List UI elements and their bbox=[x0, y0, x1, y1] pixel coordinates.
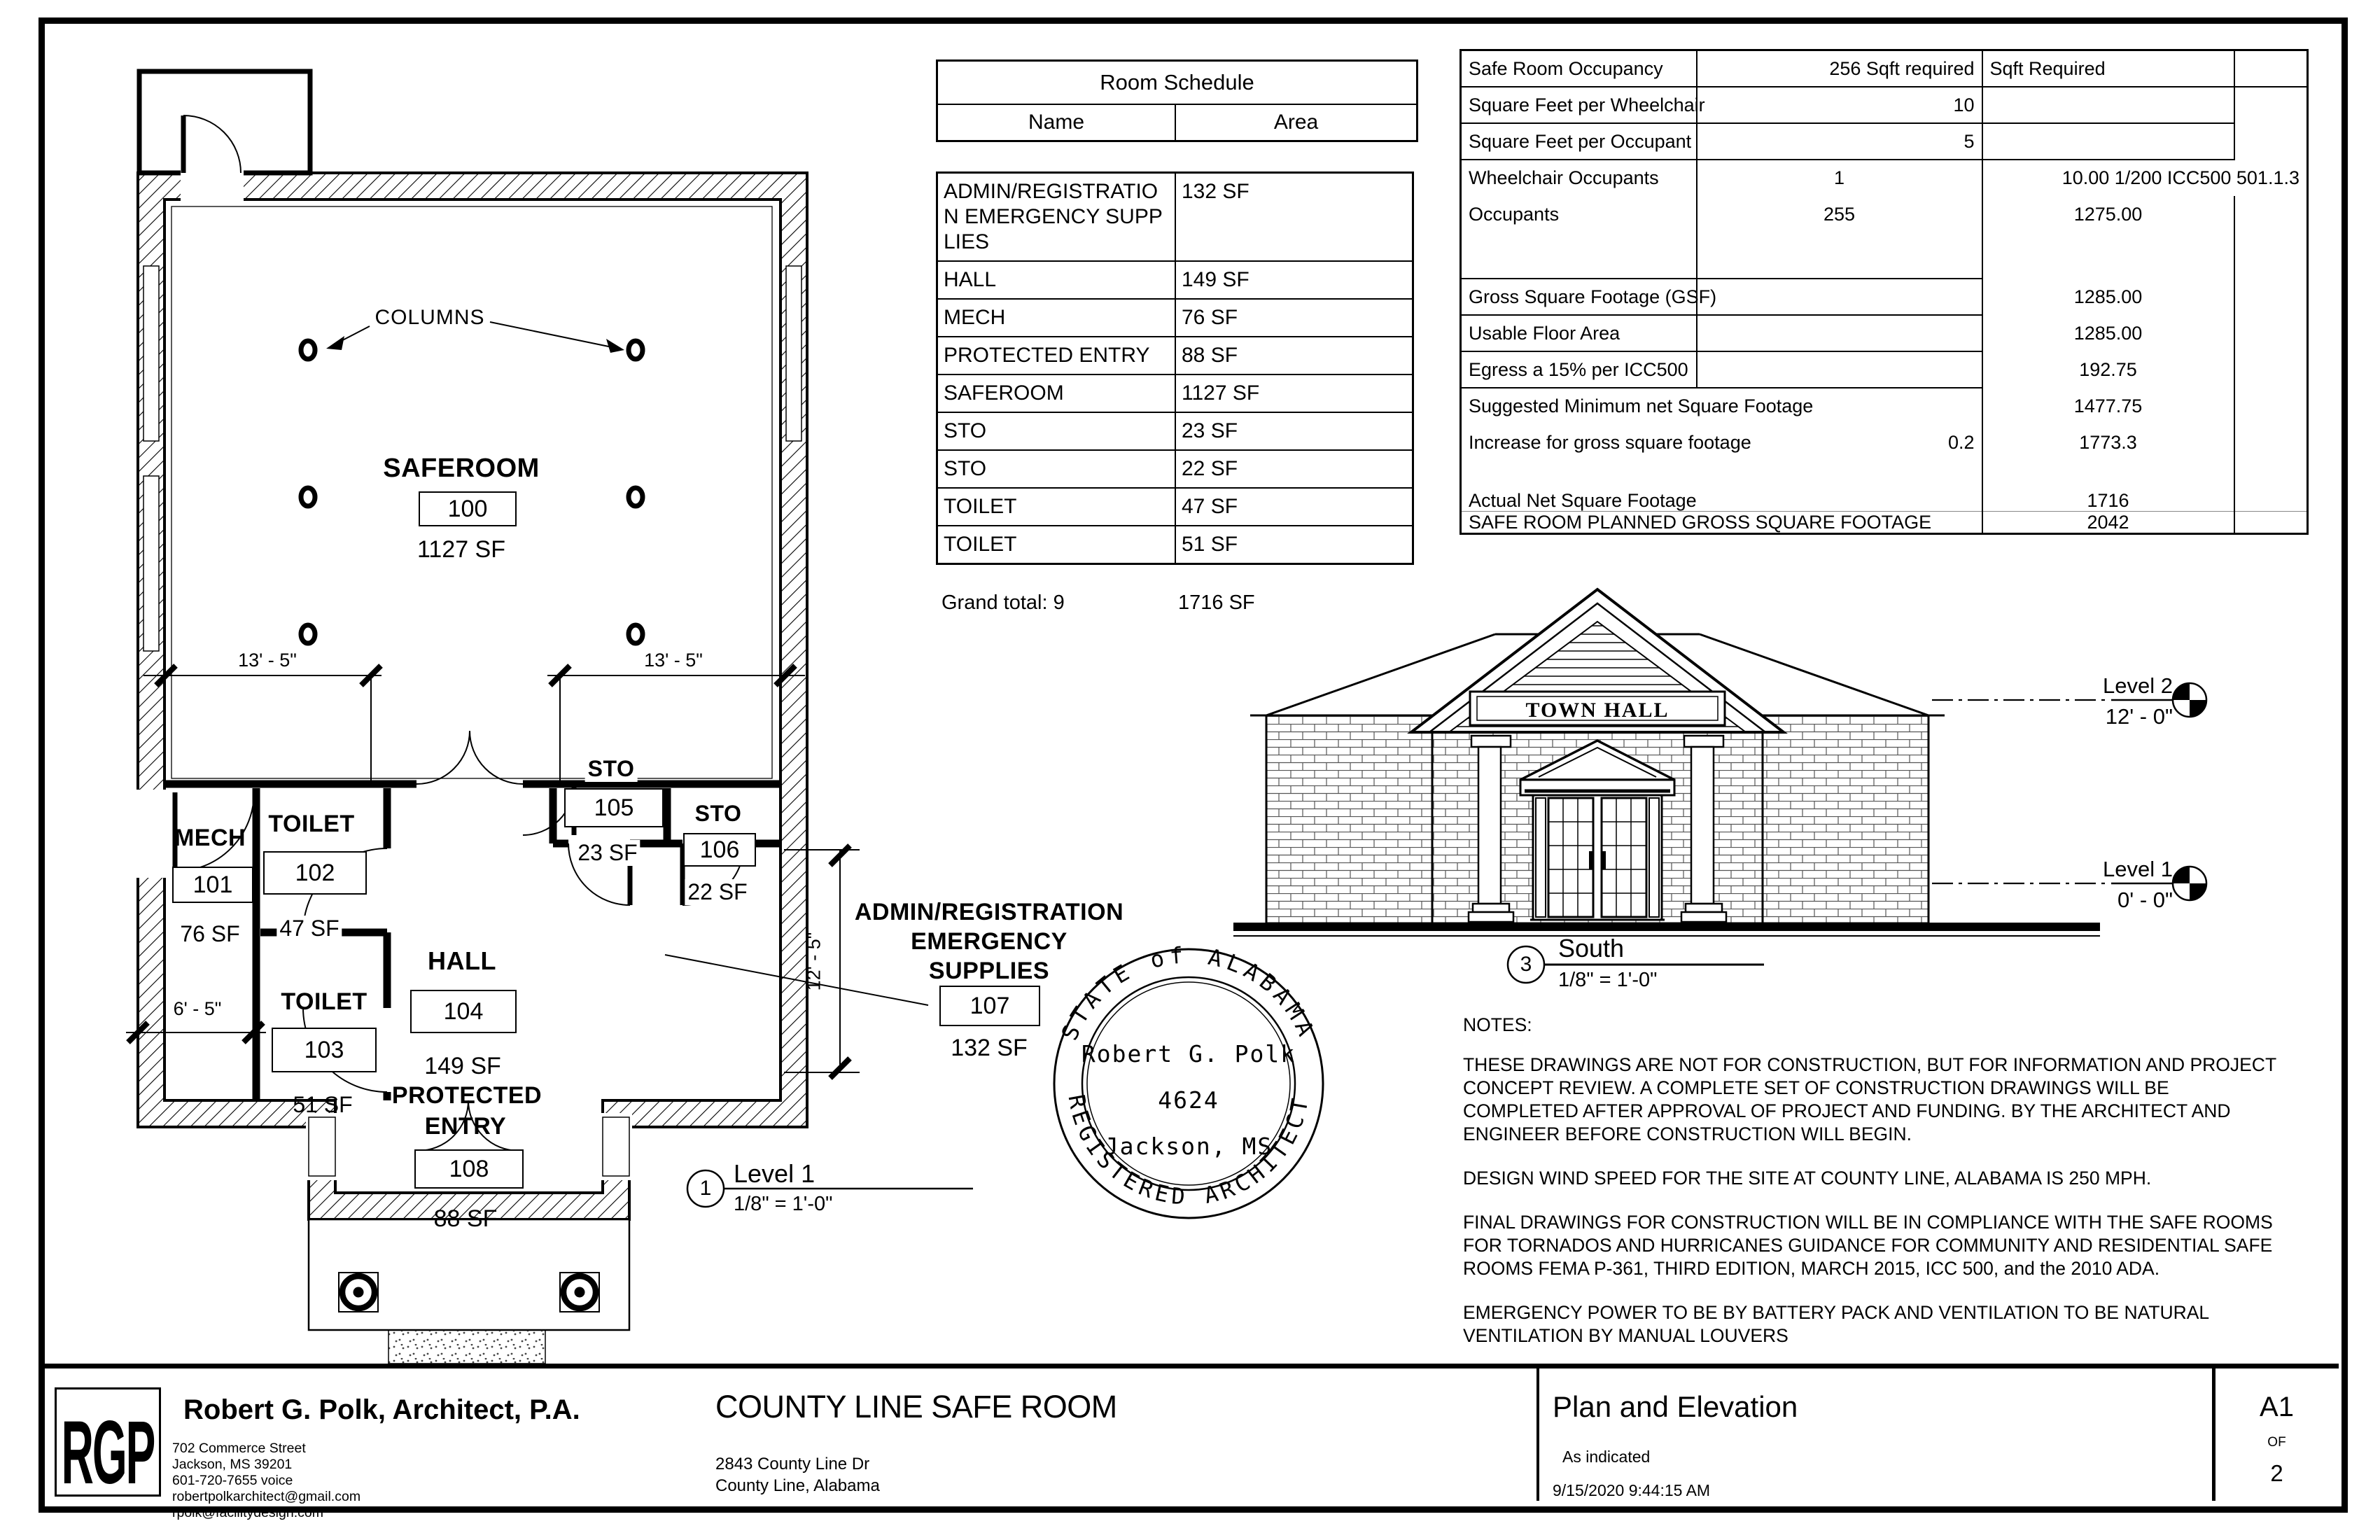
level1-elevation: 0' - 0" bbox=[2118, 888, 2173, 912]
titleblock-divider-top bbox=[42, 1364, 2339, 1368]
dim-vertical: 12' - 5" bbox=[803, 932, 825, 991]
room-area-sto105: 23 SF bbox=[575, 840, 640, 866]
room-area-saferoom: 1127 SF bbox=[416, 536, 506, 563]
room-name: TOILET bbox=[937, 526, 1176, 564]
table-row bbox=[1461, 424, 2308, 461]
level2-datum-target bbox=[2173, 683, 2206, 717]
sheet-number: A1 bbox=[2260, 1392, 2294, 1422]
table-row bbox=[937, 261, 1413, 299]
wall-louvers bbox=[144, 266, 802, 1176]
dim-right: 13' - 5" bbox=[644, 650, 703, 671]
table-row bbox=[1461, 351, 2308, 388]
table-row bbox=[937, 374, 1413, 412]
stamp-arc-top-text: STATE of ALABAMA bbox=[1056, 941, 1322, 1044]
table-row bbox=[937, 337, 1413, 374]
room-name: ADMIN/REGISTRATION EMERGENCY SUPPLIES bbox=[937, 173, 1176, 262]
table-row bbox=[1461, 123, 2308, 160]
firm-name: Robert G. Polk, Architect, P.A. bbox=[183, 1394, 580, 1425]
room-number-101: 101 bbox=[172, 867, 253, 903]
occ-value: Sqft Required bbox=[1982, 50, 2234, 87]
room-area: 132 SF bbox=[1175, 173, 1413, 262]
sheet-total: 2 bbox=[2270, 1460, 2283, 1486]
room-number-105: 105 bbox=[564, 788, 664, 827]
dim-left: 13' - 5" bbox=[238, 650, 297, 671]
titleblock-divider-2 bbox=[2212, 1366, 2216, 1501]
firm-address bbox=[172, 1441, 360, 1521]
room-name-toilet102: TOILET bbox=[268, 811, 355, 837]
stamp-license-number: 4624 bbox=[1158, 1086, 1219, 1114]
town-hall-sign-text: TOWN HALL bbox=[1525, 699, 1670, 722]
stamp-arc-bottom-text: REGISTERED ARCHITECT bbox=[1063, 1092, 1315, 1210]
table-row bbox=[937, 450, 1413, 488]
room-number-106: 106 bbox=[683, 833, 756, 867]
room-name-entry-line1: PROTECTED bbox=[391, 1082, 542, 1109]
firm-address-line: Jackson, MS 39201 bbox=[172, 1457, 293, 1472]
elev-callout-title: South bbox=[1558, 934, 1625, 962]
project-address bbox=[715, 1453, 880, 1497]
sheet-scale: As indicated bbox=[1562, 1448, 1651, 1466]
occ-value: 1 bbox=[1697, 160, 1982, 196]
room-schedule-col-area: Area bbox=[1273, 111, 1319, 134]
room-area-toilet103: 51 SF bbox=[293, 1092, 353, 1117]
table-row bbox=[1461, 490, 2308, 512]
occ-value: 5 bbox=[1697, 123, 1982, 160]
room-name-sto106: STO bbox=[694, 801, 742, 826]
table-row bbox=[937, 526, 1413, 564]
table-row-spacer bbox=[1461, 232, 2308, 279]
note-paragraph: EMERGENCY POWER TO BE BY BATTERY PACK AND VENTILATION TO BE NATURAL VENTILATION BY MANUAL LOUVERS bbox=[1463, 1302, 2209, 1346]
occ-label: Square Feet per Occupant bbox=[1461, 123, 1697, 160]
occ-value: 1773.3 bbox=[1982, 424, 2234, 461]
occ-label: Gross Square Footage (GSF) bbox=[1461, 279, 1697, 315]
table-row bbox=[1461, 196, 2308, 232]
occupancy-table bbox=[1460, 49, 2309, 535]
room-name-entry-line2: ENTRY bbox=[424, 1113, 507, 1140]
project-address-line: County Line, Alabama bbox=[715, 1476, 880, 1495]
canopy-outline bbox=[139, 71, 310, 173]
table-row bbox=[1461, 279, 2308, 315]
room-name: PROTECTED ENTRY bbox=[937, 337, 1176, 374]
room-number-104: 104 bbox=[410, 990, 517, 1033]
door-frame bbox=[1533, 795, 1662, 920]
occ-value: 1285.00 bbox=[1982, 315, 2234, 351]
room-number-102: 102 bbox=[263, 851, 367, 895]
columns-annotation: COLUMNS bbox=[374, 306, 485, 329]
firm-email: robertpolkarchitect@gmail.com bbox=[172, 1489, 361, 1504]
leader-arrowheads bbox=[326, 336, 624, 353]
occ-value: 2042 bbox=[1982, 511, 2234, 533]
stamp-city: Jackson, MS bbox=[1104, 1133, 1273, 1160]
room-name: HALL bbox=[937, 261, 1176, 299]
occ-label: Wheelchair Occupants bbox=[1469, 167, 1659, 188]
grand-total-area: 1716 SF bbox=[1178, 592, 1255, 614]
occ-label: Increase for gross square footage bbox=[1469, 431, 1751, 453]
elev-callout-number: 3 bbox=[1520, 953, 1532, 976]
table-row bbox=[1461, 87, 2308, 123]
room-area-entry: 88 SF bbox=[433, 1205, 498, 1232]
room-area-toilet102: 47 SF bbox=[276, 916, 342, 941]
room-area-hall: 149 SF bbox=[424, 1053, 501, 1079]
room-number-100: 100 bbox=[419, 491, 517, 526]
level2-label: Level 2 bbox=[2103, 673, 2173, 698]
room-number-107: 107 bbox=[939, 986, 1040, 1026]
occ-value: 1275.00 bbox=[1982, 196, 2234, 232]
room-schedule-table bbox=[936, 172, 1414, 565]
table-row bbox=[937, 488, 1413, 526]
firm-email: rpolk@facilitydesign.com bbox=[172, 1505, 323, 1520]
room-name: STO bbox=[937, 450, 1176, 488]
room-area: 51 SF bbox=[1175, 526, 1413, 564]
room-area-sto106: 22 SF bbox=[685, 879, 750, 905]
occ-value: 0.2 bbox=[1947, 431, 1975, 453]
room-name-admin-line3: SUPPLIES bbox=[928, 958, 1050, 984]
room-name-admin-line1: ADMIN/REGISTRATION bbox=[854, 899, 1124, 925]
plan-callout-scale: 1/8" = 1'-0" bbox=[734, 1193, 833, 1215]
firm-address-line: 702 Commerce Street bbox=[172, 1441, 306, 1456]
room-area: 149 SF bbox=[1175, 261, 1413, 299]
room-schedule-header bbox=[936, 59, 1418, 142]
door-entablature bbox=[1520, 780, 1674, 795]
level2-elevation: 12' - 0" bbox=[2105, 704, 2173, 729]
south-elevation bbox=[1233, 589, 2206, 983]
titleblock-divider-1 bbox=[1536, 1366, 1539, 1501]
firm-logo-monogram: RGP bbox=[61, 1402, 155, 1503]
room-area: 88 SF bbox=[1175, 337, 1413, 374]
occ-label: Egress a 15% per ICC500 bbox=[1461, 351, 1697, 388]
sheet-of-label: OF bbox=[2267, 1435, 2286, 1450]
table-row bbox=[1461, 315, 2308, 351]
occ-value: 1477.75 bbox=[1982, 388, 2234, 424]
table-row bbox=[1461, 50, 2308, 87]
occ-label: Safe Room Occupancy bbox=[1461, 50, 1697, 87]
room-name-saferoom: SAFEROOM bbox=[383, 454, 540, 483]
room-area-mech: 76 SF bbox=[180, 921, 240, 946]
table-row-spacer bbox=[1461, 461, 2308, 490]
table-row bbox=[1461, 160, 2308, 196]
room-name: SAFEROOM bbox=[937, 374, 1176, 412]
plan-callout-number: 1 bbox=[699, 1177, 712, 1200]
table-row bbox=[937, 412, 1413, 450]
table-row bbox=[937, 173, 1413, 262]
stamp-architect-name: Robert G. Polk bbox=[1081, 1040, 1296, 1068]
room-area: 1127 SF bbox=[1175, 374, 1413, 412]
occ-value: 256 Sqft required bbox=[1697, 50, 1982, 87]
notes-heading: NOTES: bbox=[1463, 1014, 1532, 1035]
room-name-sto105: STO bbox=[585, 756, 638, 782]
dim-mech-width: 6' - 5" bbox=[173, 998, 222, 1019]
level1-datum-target bbox=[2173, 867, 2206, 900]
occ-value: 10 bbox=[1697, 87, 1982, 123]
occ-value: 1285.00 bbox=[1982, 279, 2234, 315]
firm-logo bbox=[55, 1387, 161, 1503]
project-address-line: 2843 County Line Dr bbox=[715, 1455, 870, 1474]
notes-block bbox=[1463, 1014, 2289, 1368]
room-schedule-title: Room Schedule bbox=[938, 62, 1416, 105]
elev-callout-scale: 1/8" = 1'-0" bbox=[1558, 969, 1658, 991]
occ-label: SAFE ROOM PLANNED GROSS SQUARE FOOTAGE bbox=[1469, 511, 1932, 533]
architect-stamp bbox=[1054, 941, 1323, 1218]
table-row bbox=[1461, 388, 2308, 424]
note-paragraph: FINAL DRAWINGS FOR CONSTRUCTION WILL BE IN COMPLIANCE WITH THE SAFE ROOMS FOR TORNADOS AND HURRICANES GUIDANCE FOR COMMUNITY AND RESIDENTIAL SAFE ROOMS FEMA P-361, THIRD EDITION, MARCH 2015, ICC 500, and the 2010 ADA. bbox=[1463, 1212, 2273, 1279]
floor-plan bbox=[126, 71, 973, 1364]
level1-label: Level 1 bbox=[2103, 857, 2173, 881]
note-paragraph: THESE DRAWINGS ARE NOT FOR CONSTRUCTION, BUT FOR INFORMATION AND PROJECT CONCEPT REVIEW. A COMPLETE SET OF CONSTRUCTION DRAWINGS WILL BE COMPLETED AFTER APPROVAL OF PROJECT AND FUNDING. BY THE ARCHITECT AND ENGINEER BEFORE CONSTRUCTION WILL BEGIN. bbox=[1463, 1054, 2276, 1144]
project-title: COUNTY LINE SAFE ROOM bbox=[715, 1389, 1117, 1424]
occ-value: 255 bbox=[1697, 196, 1982, 232]
room-name-mech: MECH bbox=[174, 825, 246, 851]
table-row bbox=[1461, 511, 2308, 533]
grand-total-label: Grand total: 9 bbox=[941, 592, 1065, 614]
room-name: MECH bbox=[937, 299, 1176, 337]
room-area: 22 SF bbox=[1175, 450, 1413, 488]
occ-value: 10.00 1/200 ICC500 501.1.3 bbox=[1982, 160, 2308, 196]
occ-label: Usable Floor Area bbox=[1461, 315, 1697, 351]
room-name-hall: HALL bbox=[428, 946, 496, 975]
occ-value: 192.75 bbox=[1982, 351, 2234, 388]
room-area: 23 SF bbox=[1175, 412, 1413, 450]
occ-label: Suggested Minimum net Square Footage bbox=[1469, 396, 1814, 416]
room-name-toilet103: TOILET bbox=[281, 988, 368, 1015]
room-name: TOILET bbox=[937, 488, 1176, 526]
room-number-108: 108 bbox=[414, 1149, 524, 1189]
sheet-title: Plan and Elevation bbox=[1553, 1390, 1798, 1423]
table-row bbox=[937, 299, 1413, 337]
room-number-103: 103 bbox=[272, 1028, 377, 1072]
plan-callout-title: Level 1 bbox=[734, 1159, 816, 1188]
occ-value: 1716 bbox=[1982, 490, 2234, 512]
occ-label: Actual Net Square Footage bbox=[1461, 490, 1697, 512]
room-area: 47 SF bbox=[1175, 488, 1413, 526]
room-name-admin-line2: EMERGENCY bbox=[911, 928, 1068, 955]
room-area: 76 SF bbox=[1175, 299, 1413, 337]
note-paragraph: DESIGN WIND SPEED FOR THE SITE AT COUNTY LINE, ALABAMA IS 250 MPH. bbox=[1463, 1168, 2152, 1189]
occ-label: Occupants bbox=[1469, 203, 1560, 225]
occ-label: Square Feet per Wheelchair bbox=[1461, 87, 1697, 123]
sheet-datetime: 9/15/2020 9:44:15 AM bbox=[1553, 1481, 1711, 1499]
room-name: STO bbox=[937, 412, 1176, 450]
walkway bbox=[388, 1330, 545, 1364]
room-area-admin: 132 SF bbox=[951, 1035, 1028, 1061]
firm-address-line: 601-720-7655 voice bbox=[172, 1473, 293, 1488]
room-schedule-col-name: Name bbox=[938, 105, 1176, 140]
